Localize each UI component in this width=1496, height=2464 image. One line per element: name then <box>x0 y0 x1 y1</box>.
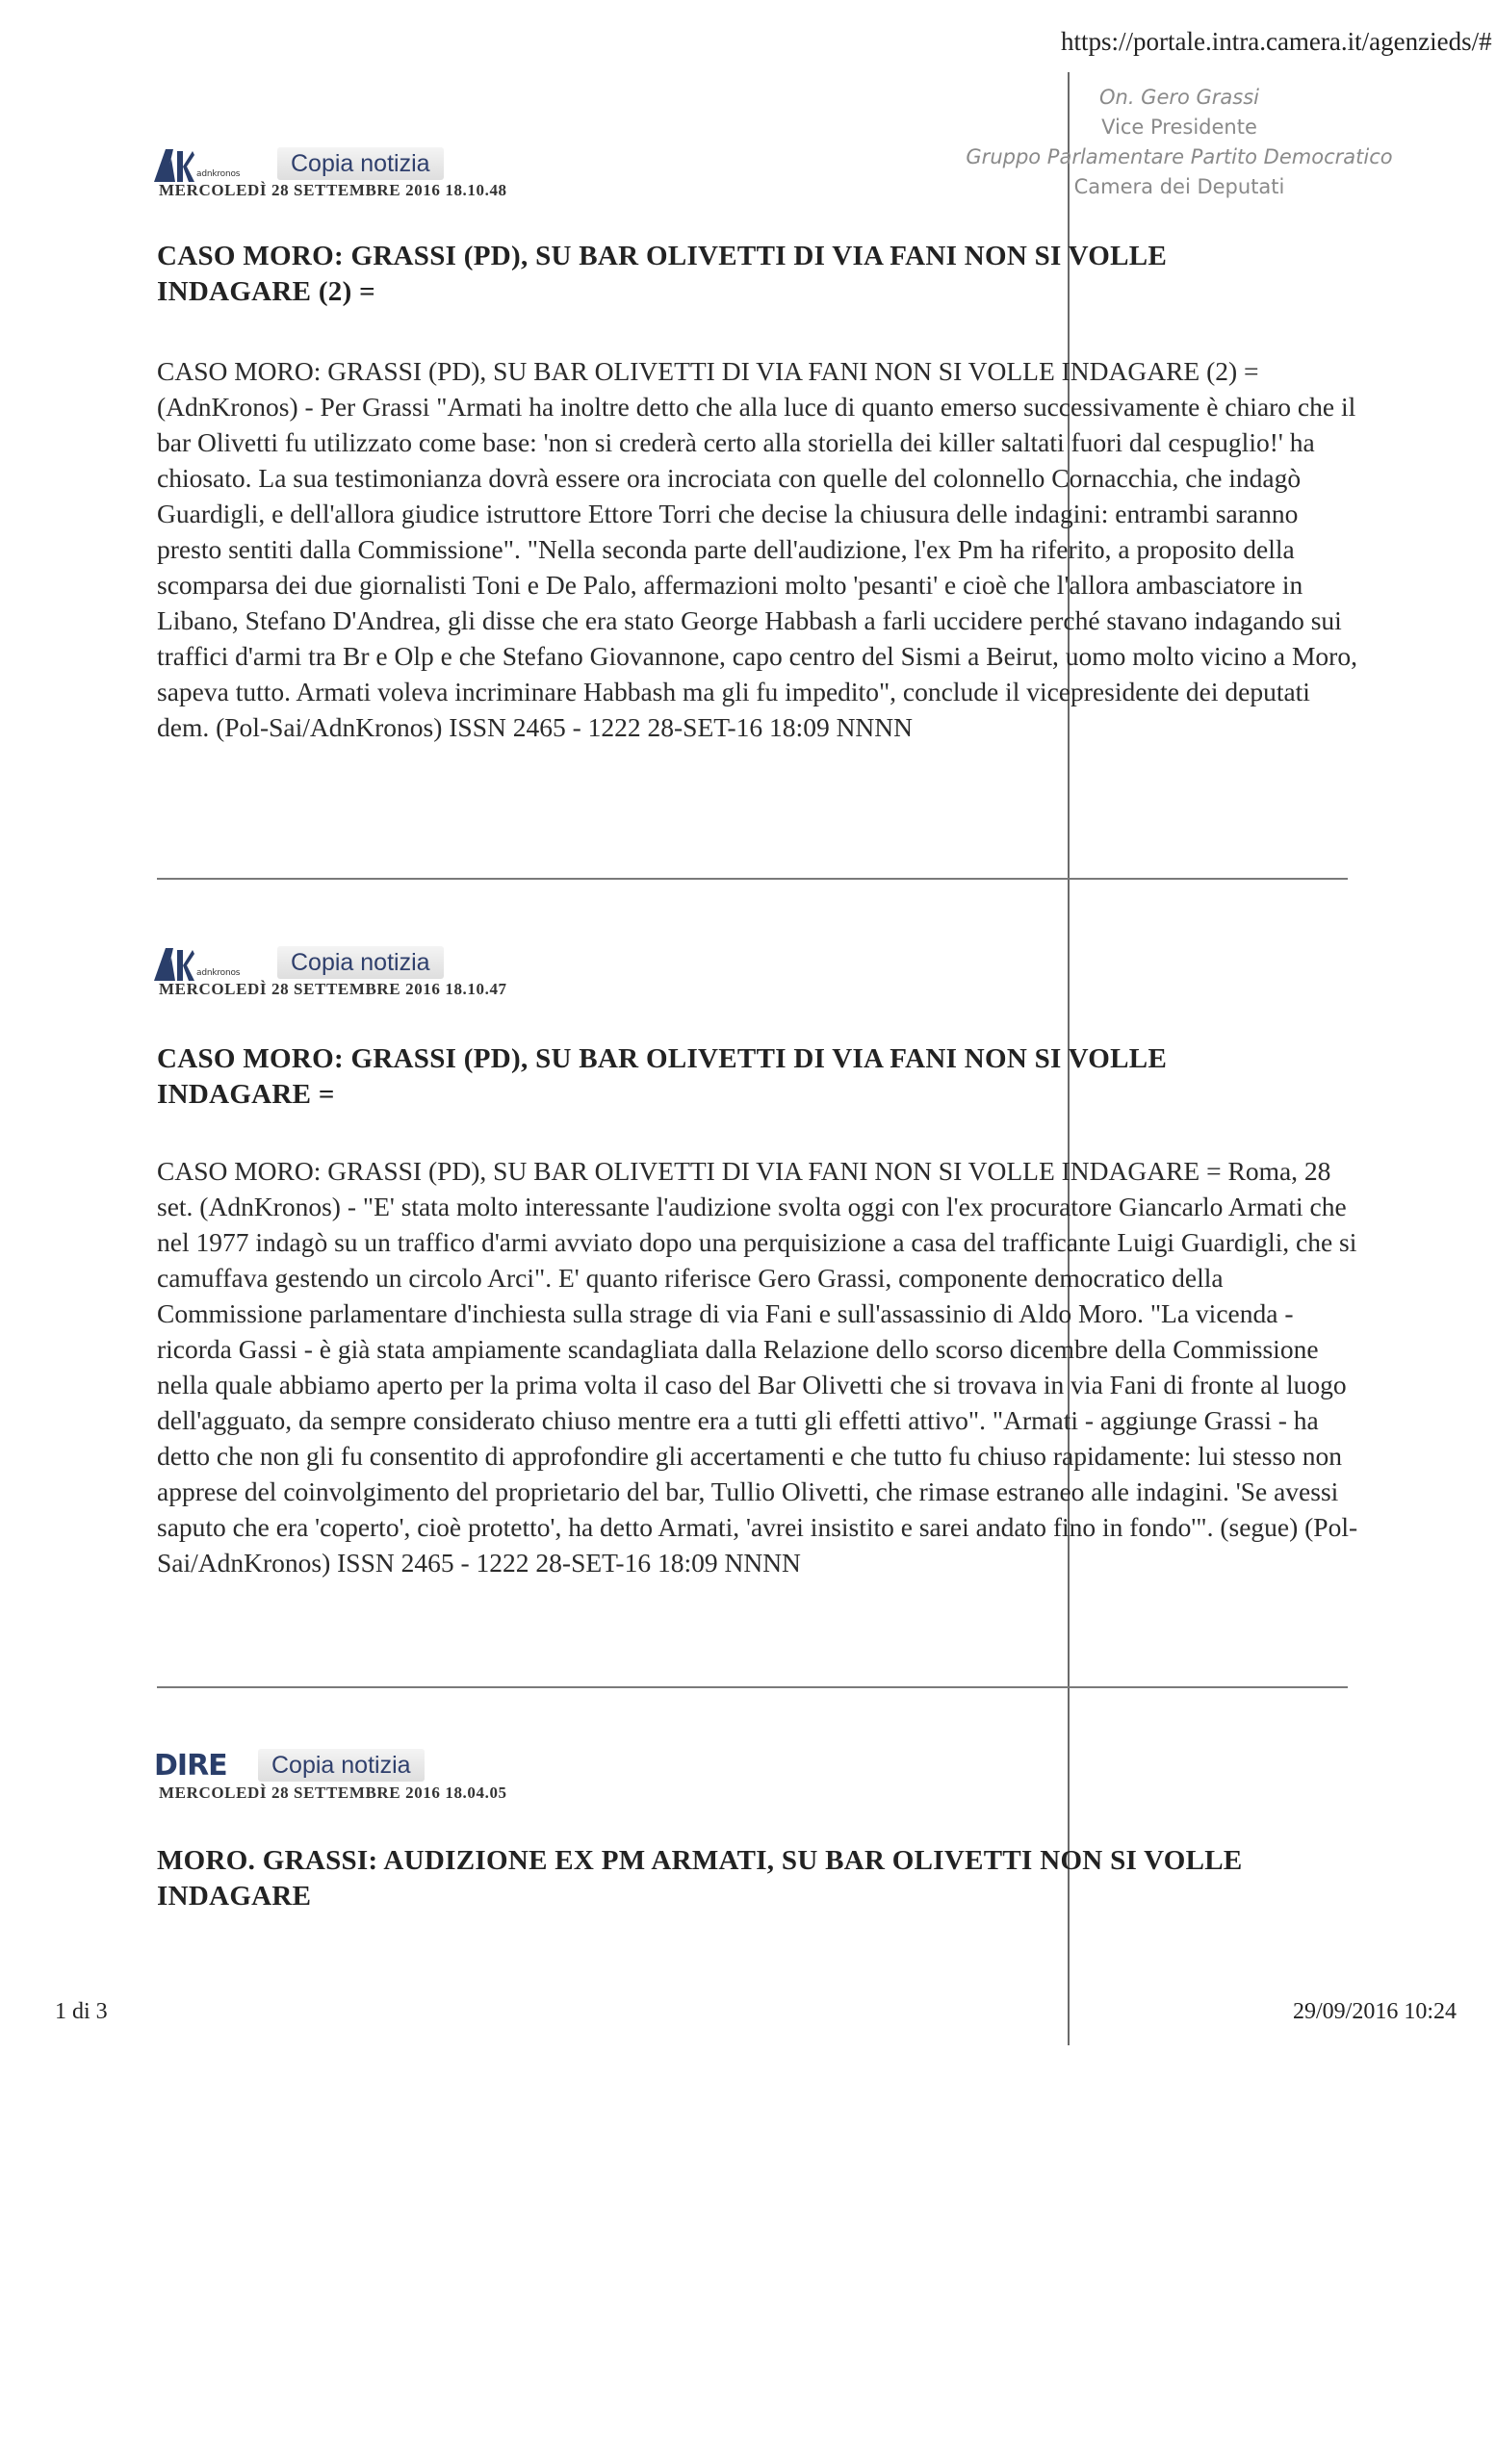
adnkronos-logo-icon <box>154 948 194 981</box>
deputy-stamp <box>953 83 1406 202</box>
page-number: 1 di 3 <box>55 1999 108 2024</box>
copy-news-button[interactable]: Copia notizia <box>277 147 444 180</box>
stamp-chamber: Camera dei Deputati <box>1073 175 1285 198</box>
adnkronos-logo-icon <box>154 149 194 182</box>
stamp-group: Gruppo Parlamentare Partito Democratico <box>966 145 1393 168</box>
copy-news-button[interactable]: Copia notizia <box>258 1749 425 1782</box>
dire-logo: DIRE <box>154 1748 227 1783</box>
article-date: MERCOLEDÌ 28 SETTEMBRE 2016 18.04.05 <box>159 1784 507 1802</box>
article-title: CASO MORO: GRASSI (PD), SU BAR OLIVETTI DI VIA FANI NON SI VOLLE INDAGARE = <box>157 1043 1168 1110</box>
article-body: CASO MORO: GRASSI (PD), SU BAR OLIVETTI DI VIA FANI NON SI VOLLE INDAGARE (2) = (AdnKronos) - Per Grassi "Armati ha inoltre detto che alla luce di quanto emerso successivamente è chiaro che il bar Olivetti fu utilizzato come base: 'non si crederà certo alla storiella dei killer saltati fuori dal cespuglio!' ha chiosato. La sua testimonianza dovrà essere ora incrociata con quelle del colonnello Cornacchia, che indagò Guardigli, e dell'allora giudice istruttore Ettore Torri che decise la chiusura delle indagini: entrambi saranno presto sentiti dalla Commissione". "Nella seconda parte dell'audizione, l'ex Pm ha riferito, a proposito della scomparsa dei due giornalisti Toni e De Palo, affermazioni molto 'pesanti' e cioè che l'allora ambasciatore in Libano, Stefano D'Andrea, gli disse che era stato George Habbash a farli uccidere perché stavano indagando sui traffici d'armi tra Br e Olp e che Stefano Giovannone, capo centro del Sismi a Beirut, uomo molto vicino a Moro, sapeva tutto. Armati voleva incriminare Habbash ma gli fu impedito", conclude il vicepresidente dei deputati dem. (Pol-Sai/AdnKronos) ISSN 2465 - 1222 28-SET-16 18:09 NNNN <box>157 356 1357 742</box>
adnkronos-logo-text: adnkronos <box>196 169 241 179</box>
stamp-name: On. Gero Grassi <box>1098 86 1260 109</box>
adnkronos-logo <box>154 145 270 182</box>
adnkronos-logo <box>154 944 270 981</box>
article-separator <box>157 1686 1348 1688</box>
article-title: CASO MORO: GRASSI (PD), SU BAR OLIVETTI DI VIA FANI NON SI VOLLE INDAGARE (2) = <box>157 241 1168 307</box>
copy-news-button[interactable]: Copia notizia <box>277 946 444 979</box>
article-3-header <box>154 1744 425 1786</box>
adnkronos-logo-text: adnkronos <box>196 968 241 978</box>
article-separator <box>157 878 1348 880</box>
page-url: https://portale.intra.camera.it/agenzieds/# <box>1061 27 1492 56</box>
article-date: MERCOLEDÌ 28 SETTEMBRE 2016 18.10.48 <box>159 181 507 199</box>
article-2-header <box>154 941 444 984</box>
stamp-role: Vice Presidente <box>1101 116 1257 139</box>
article-title: MORO. GRASSI: AUDIZIONE EX PM ARMATI, SU BAR OLIVETTI NON SI VOLLE INDAGARE <box>157 1845 1243 1912</box>
article-1-header <box>154 142 444 185</box>
print-timestamp: 29/09/2016 10:24 <box>1293 1999 1457 2024</box>
article-date: MERCOLEDÌ 28 SETTEMBRE 2016 18.10.47 <box>159 980 507 998</box>
article-body: CASO MORO: GRASSI (PD), SU BAR OLIVETTI DI VIA FANI NON SI VOLLE INDAGARE = Roma, 28 set. (AdnKronos) - "E' stata molto interessante l'audizione svolta oggi con l'ex procuratore Giancarlo Armati che nel 1977 indagò su un traffico d'armi avviato dopo una perquisizione a casa del trafficante Luigi Guardigli, che si camuffava gestendo un circolo Arci". E' quanto riferisce Gero Grassi, componente democratico della Commissione parlamentare d'inchiesta sulla strage di via Fani e sull'assassinio di Aldo Moro. "La vicenda - ricorda Gassi - è già stata ampiamente scandagliata dalla Relazione dello scorso dicembre della Commissione nella quale abbiamo aperto per la prima volta il caso del Bar Olivetti che si trovava in via Fani di fronte al luogo dell'agguato, da sempre considerato chiuso mentre era a tutti gli effetti attivo". "Armati - aggiunge Grassi - ha detto che non gli fu consentito di approfondire gli accertamenti e che tutto fu chiuso rapidamente: lui stesso non apprese del coinvolgimento del proprietario del bar, Tullio Olivetti, che rimase estraneo alle indagini. 'Se avessi saputo che era 'coperto', cioè protetto', ha detto Armati, 'avrei insistito e sarei andato fino in fondo'". (segue) (Pol-Sai/AdnKronos) ISSN 2465 - 1222 28-SET-16 18:09 NNNN <box>157 1156 1358 1578</box>
